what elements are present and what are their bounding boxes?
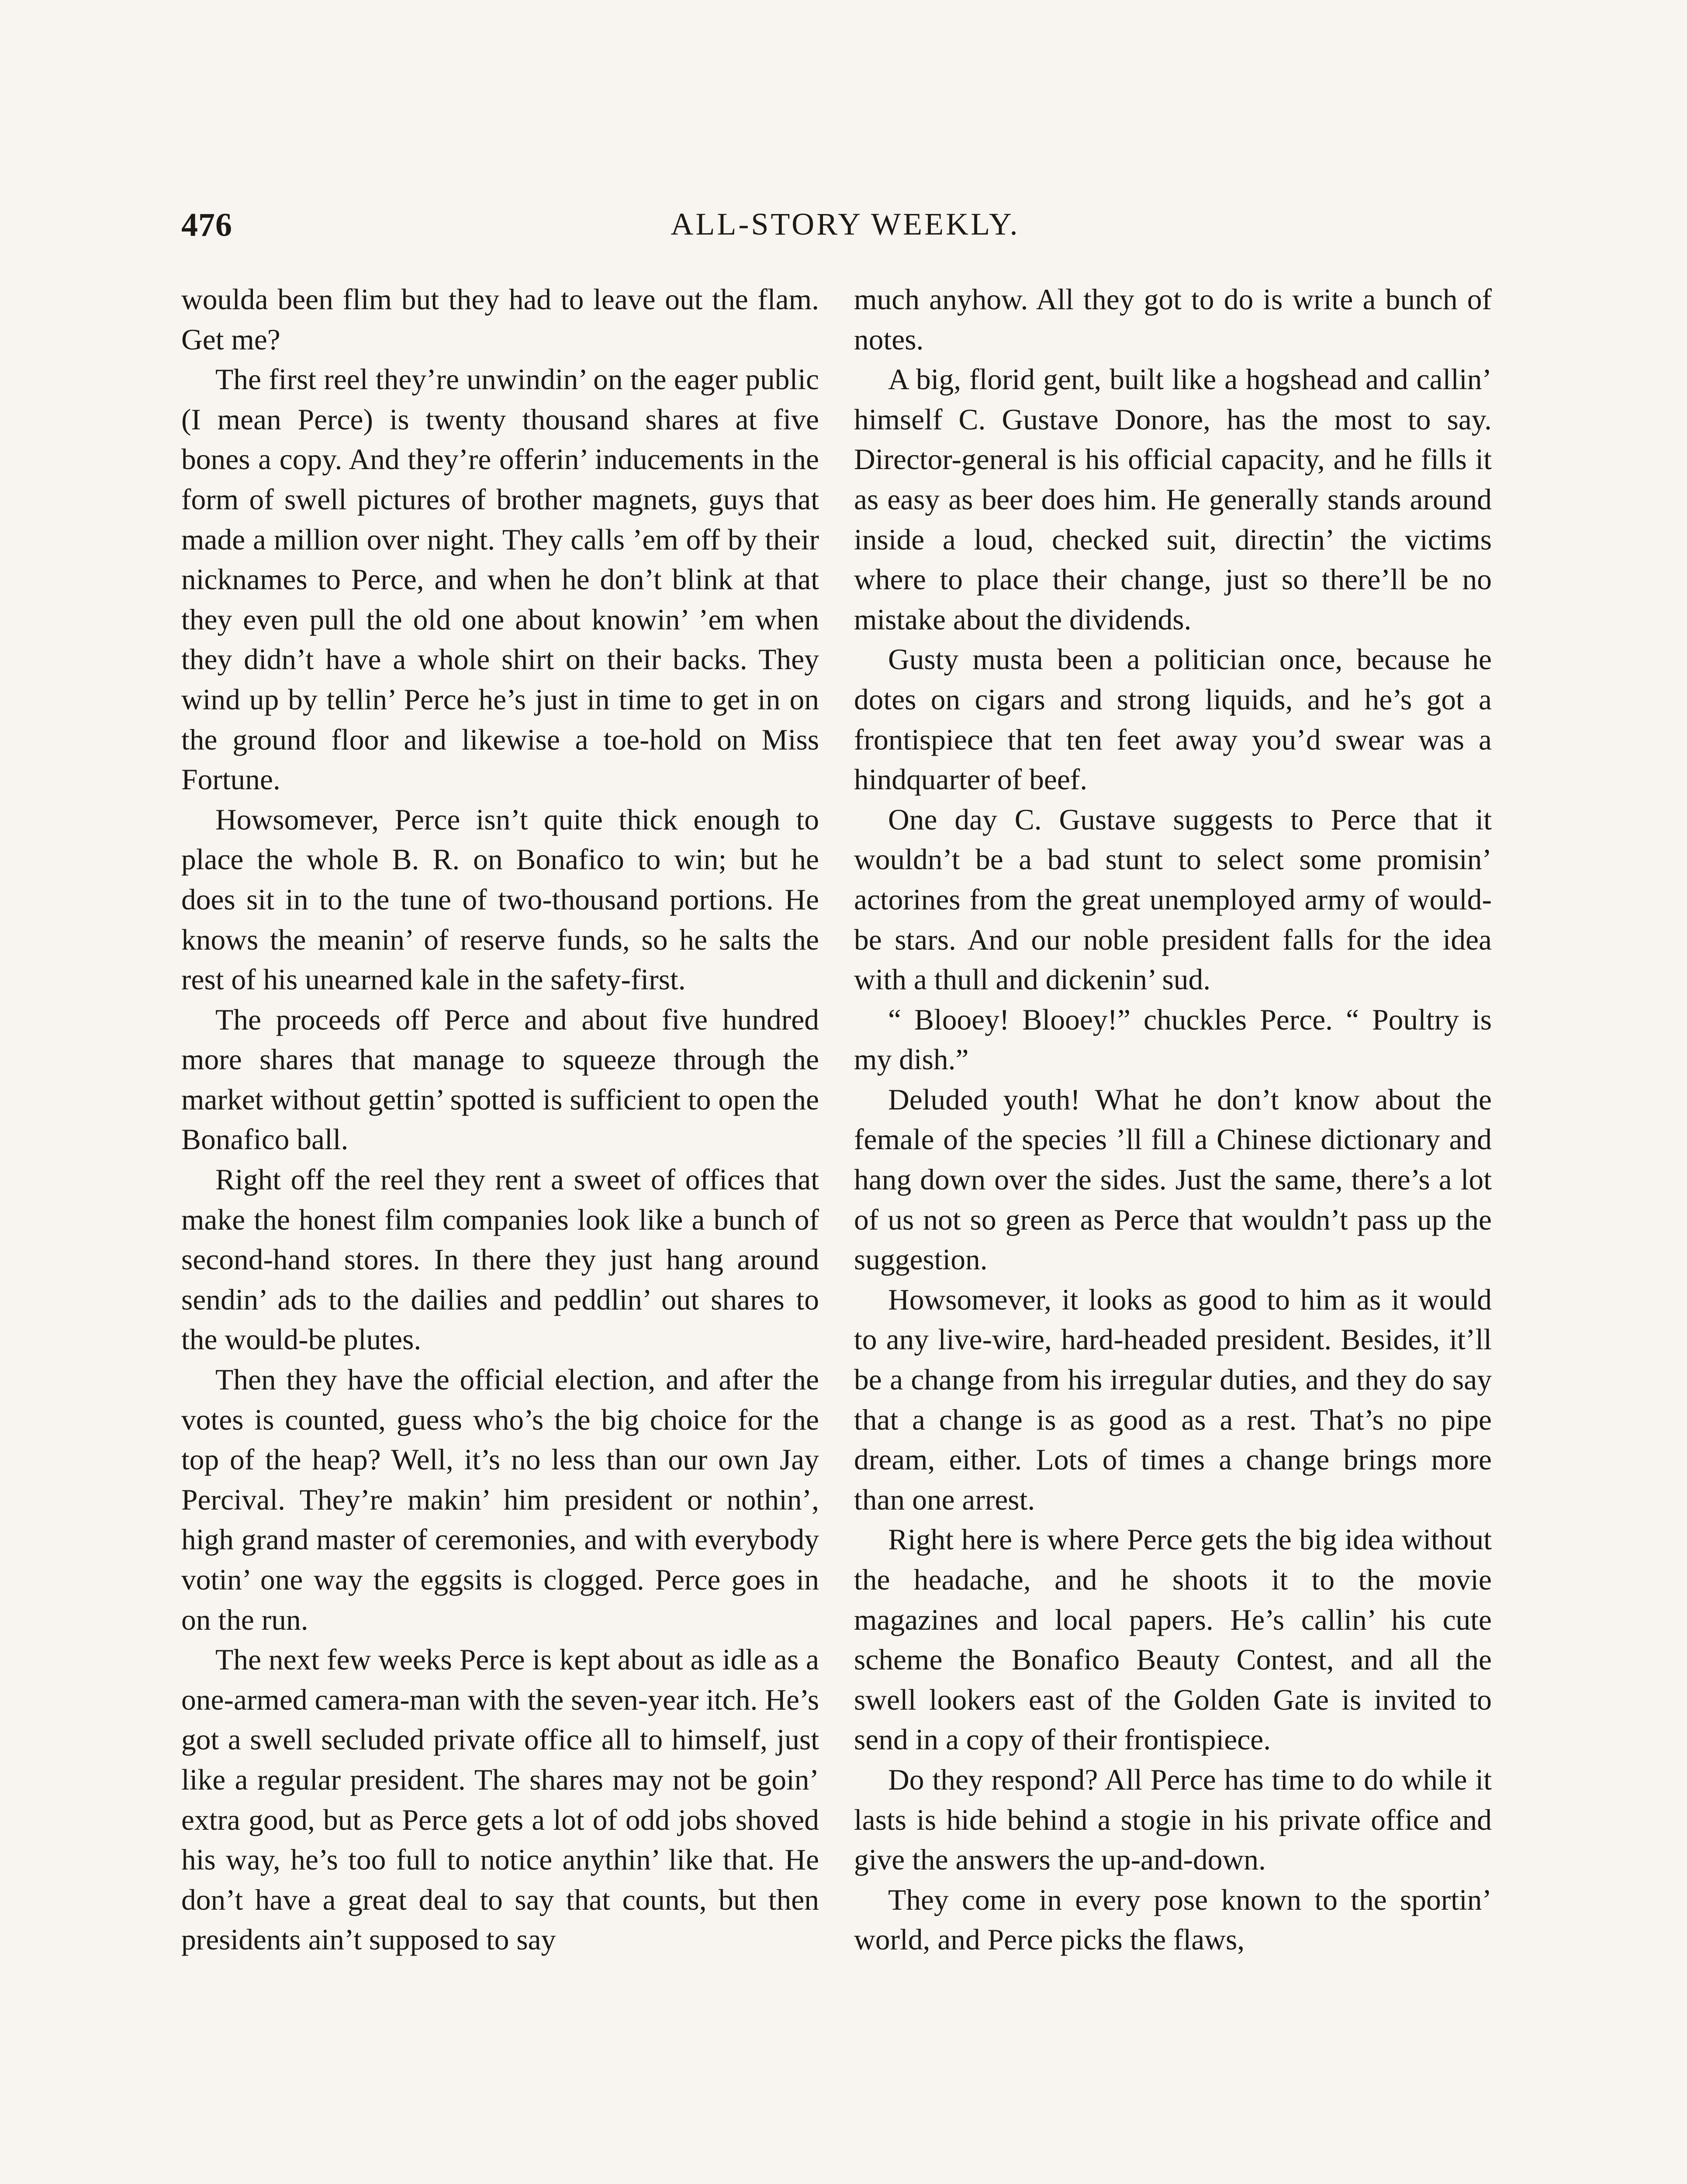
paragraph: Do they respond? All Perce has time to do while it lasts is hide behind a stogie in his private office and give the answers the up-and-down.: [854, 1763, 1492, 1876]
page-number: 476: [181, 207, 232, 243]
page-header: [181, 206, 1509, 254]
paragraph: Gusty musta been a politician once, because he dotes on cigars and strong liquids, and he’s got a frontispiece that ten feet away you’d swear was a hindquarter of beef.: [854, 643, 1492, 796]
right-column: [854, 280, 1492, 1960]
running-title: ALL-STORY WEEKLY.: [671, 207, 1020, 242]
paragraph: much anyhow. All they got to do is write a bunch of notes.: [854, 283, 1492, 356]
paragraph: Howsomever, Perce isn’t quite thick enough to place the whole B. R. on Bonafico to win; but he does sit in to the tune of two-thousand portions. He knows the meanin’ of reserve funds, so he salts the rest of his unearned kale in the safety-first.: [181, 803, 819, 996]
paragraph: Then they have the official election, and after the votes is counted, guess who’s the big choice for the top of the heap? Well, it’s no less than our own Jay Percival. They’re makin’ him president or nothin’, high grand master of ceremonies, and with everybody votin’ one way the eggsits is clogged. Perce goes in on the run.: [181, 1363, 819, 1636]
paragraph: Howsomever, it looks as good to him as it would to any live-wire, hard-headed president. Besides, it’ll be a change from his irregular duties, and they do say that a change is as good as a rest. That’s no pipe dream, either. Lots of times a change brings more than one arrest.: [854, 1283, 1492, 1516]
paragraph: They come in every pose known to the sportin’ world, and Perce picks the flaws,: [854, 1883, 1492, 1956]
paragraph: The next few weeks Perce is kept about as idle as a one-armed camera-man with the seven-year itch. He’s got a swell secluded private office all to himself, just like a regular president. The shares may not be goin’ extra good, but as Perce gets a lot of odd jobs shoved his way, he’s too full to notice anythin’ like that. He don’t have a great deal to say that counts, but then presidents ain’t supposed to say: [181, 1643, 819, 1956]
paragraph: Deluded youth! What he don’t know about the female of the species ’ll fill a Chinese dictionary and hang down over the sides. Just the same, there’s a lot of us not so green as Perce that wouldn’t pass up the suggestion.: [854, 1083, 1492, 1276]
left-column: [181, 280, 819, 1960]
paragraph: Right off the reel they rent a sweet of offices that make the honest film companies look like a bunch of second-hand stores. In there they just hang around sendin’ ads to the dailies and peddlin’ out shares to the would-be plutes.: [181, 1163, 819, 1356]
paragraph: “ Blooey! Blooey!” chuckles Perce. “ Poultry is my dish.”: [854, 1003, 1492, 1076]
paragraph: Right here is where Perce gets the big idea without the headache, and he shoots it to the movie magazines and local papers. He’s callin’ his cute scheme the Bonafico Beauty Contest, and all the swell lookers east of the Golden Gate is invited to send in a copy of their frontispiece.: [854, 1523, 1492, 1756]
paragraph: woulda been flim but they had to leave out the flam. Get me?: [181, 283, 819, 356]
paragraph: One day C. Gustave suggests to Perce that it wouldn’t be a bad stunt to select some promisin’ actorines from the great unemployed army of would-be stars. And our noble president falls for the idea with a thull and dickenin’ sud.: [854, 803, 1492, 996]
paragraph: The first reel they’re unwindin’ on the eager public (I mean Perce) is twenty thousand shares at five bones a copy. And they’re offerin’ inducements in the form of swell pictures of brother magnets, guys that made a million over night. They calls ’em off by their nicknames to Perce, and when he don’t blink at that they even pull the old one about knowin’ ’em when they didn’t have a whole shirt on their backs. They wind up by tellin’ Perce he’s just in time to get in on the ground floor and likewise a toe-hold on Miss Fortune.: [181, 363, 819, 796]
paragraph: The proceeds off Perce and about five hundred more shares that manage to squeeze through the market without gettin’ spotted is sufficient to open the Bonafico ball.: [181, 1003, 819, 1156]
paragraph: A big, florid gent, built like a hogshead and callin’ himself C. Gustave Donore, has the most to say. Director-general is his official capacity, and he fills it as easy as beer does him. He generally stands around inside a loud, checked suit, directin’ the victims where to place their change, just so there’ll be no mistake about the dividends.: [854, 363, 1492, 636]
